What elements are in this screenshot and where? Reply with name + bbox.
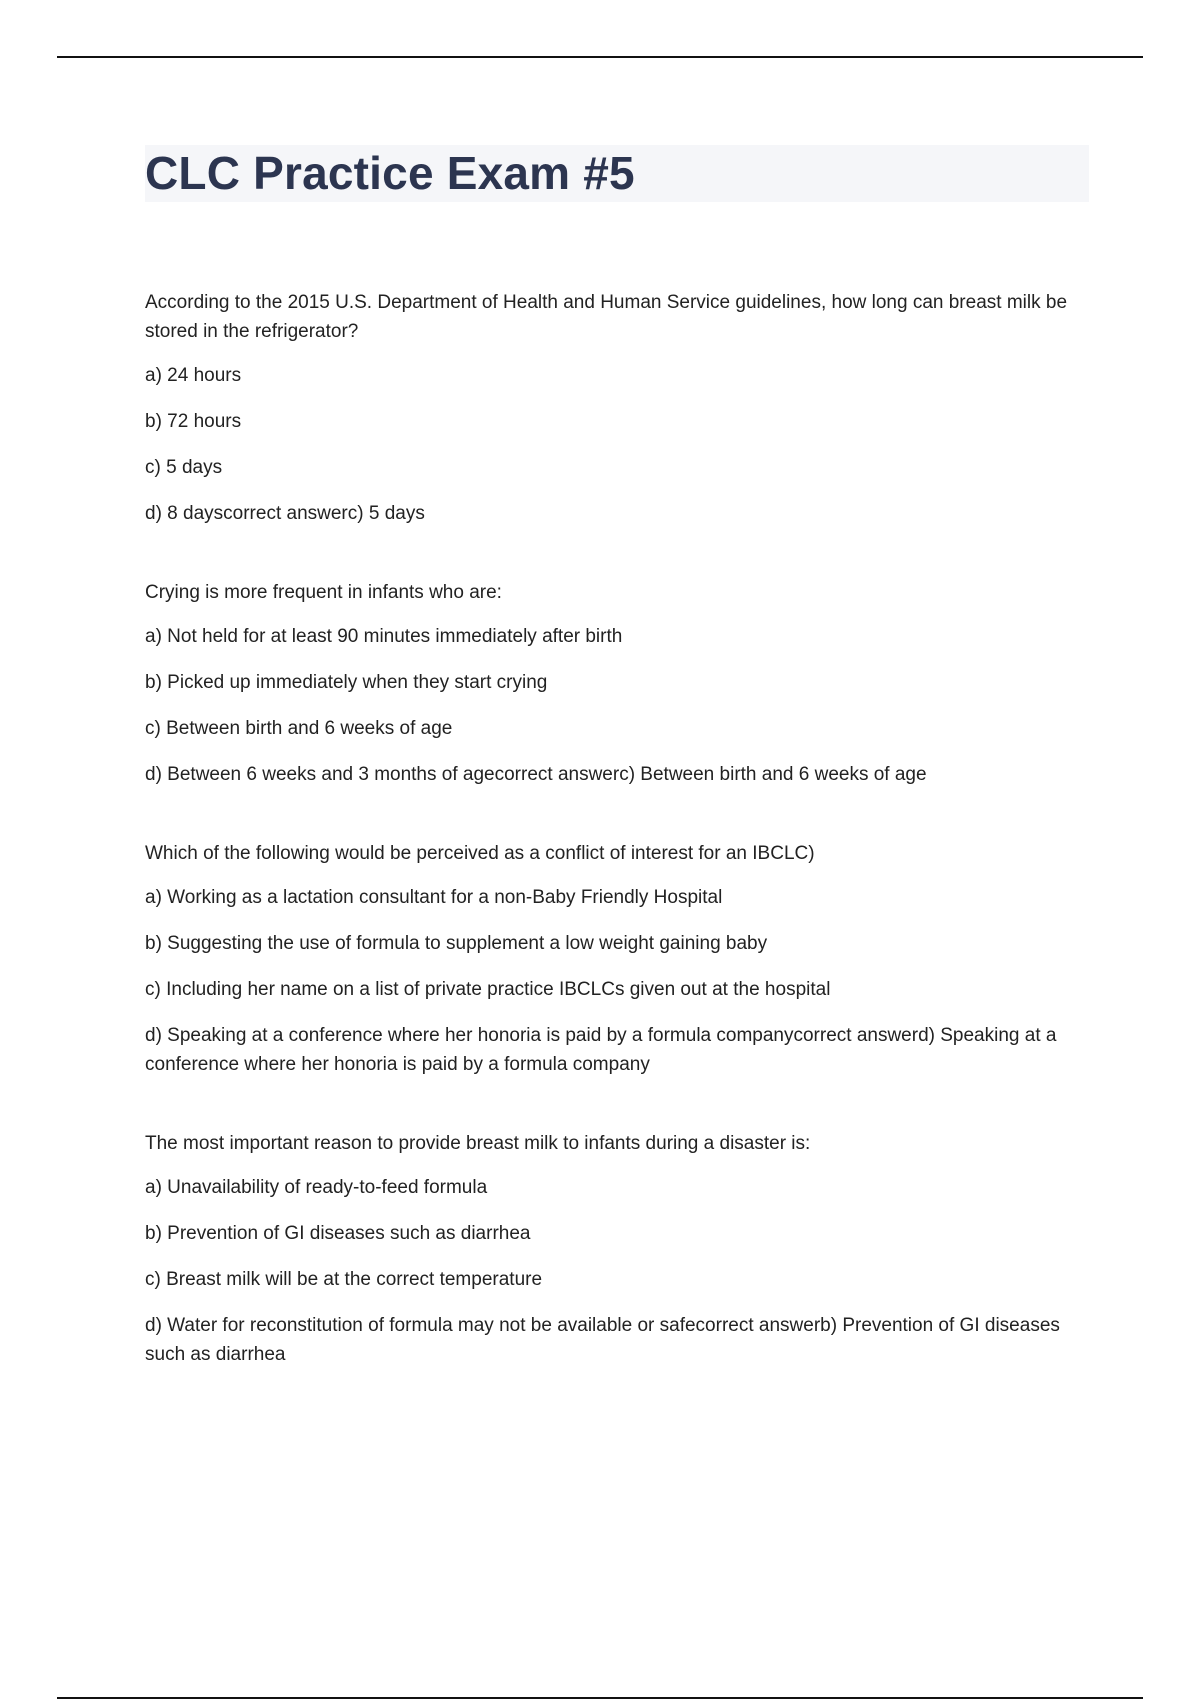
question-prompt: Which of the following would be perceived as a conflict of interest for an IBCLC) [145,843,815,864]
answer-option: a) 24 hours [145,365,242,386]
answer-option: c) 5 days [145,457,223,478]
bottom-rule [57,1697,1143,1699]
question-prompt: According to the 2015 U.S. Department of Health and Human Service guidelines, how long can breast milk be stored in the refrigerator? [145,292,1068,342]
answer-option: b) 72 hours [145,411,242,432]
answer-option: a) Not held for at least 90 minutes immediately after birth [145,626,623,647]
answer-option: b) Prevention of GI diseases such as diarrhea [145,1223,531,1244]
document-body [145,288,1080,1386]
answer-option: a) Unavailability of ready-to-feed formula [145,1177,488,1198]
question-block [145,578,1080,789]
answer-option: d) Speaking at a conference where her honoria is paid by a formula companycorrect answerd) Speaking at a conference where her honoria is paid by a formula company [145,1025,1057,1075]
answer-option: c) Breast milk will be at the correct temperature [145,1269,543,1290]
question-block [145,839,1080,1079]
answer-option: d) 8 dayscorrect answerc) 5 days [145,503,425,524]
question-prompt: The most important reason to provide breast milk to infants during a disaster is: [145,1133,811,1154]
answer-option: d) Between 6 weeks and 3 months of agecorrect answerc) Between birth and 6 weeks of age [145,764,927,785]
question-block [145,1129,1080,1369]
answer-option: b) Suggesting the use of formula to supplement a low weight gaining baby [145,933,768,954]
top-rule [57,56,1143,58]
answer-option: d) Water for reconstitution of formula may not be available or safecorrect answerb) Prevention of GI diseases such as diarrhea [145,1315,1060,1365]
question-prompt: Crying is more frequent in infants who are: [145,582,502,603]
answer-option: c) Between birth and 6 weeks of age [145,718,453,739]
answer-option: a) Working as a lactation consultant for a non-Baby Friendly Hospital [145,887,723,908]
answer-option: b) Picked up immediately when they start crying [145,672,548,693]
answer-option: c) Including her name on a list of private practice IBCLCs given out at the hospital [145,979,831,1000]
question-block [145,288,1080,528]
page-title: CLC Practice Exam #5 [145,147,635,199]
